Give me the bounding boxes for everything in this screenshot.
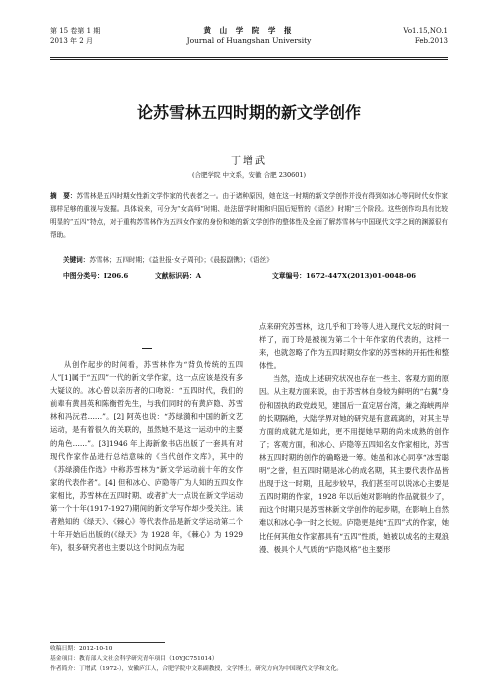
author-bio: 作者简介：丁增武（1972-），安徽庐江人，合肥学院中文系副教授，文学博士，研究方向为中国现代文学和文化。 xyxy=(50,666,343,672)
journal-name-cn: 黄 山 学 院 学 报 xyxy=(203,26,295,35)
keywords-text: 苏雪林；五四时期；《益世报·女子周刊》；《晨报副镌》；《语丝》 xyxy=(89,256,273,264)
issue-date-en: Feb.2013 xyxy=(414,37,448,45)
keywords-label: 关键词： xyxy=(63,256,90,264)
volume-issue-en: Vo1.15,NO.1 xyxy=(403,27,448,35)
paragraph: 从创作起步的时间看，苏雪林作为“背负传统的五四人”[1]属于“五四”一代的新文学作家，这一点应该是没有多大疑议的。冰心曾以亲历者的口吻说：“五四时代，我们的前辈有黄昌英和陈衡哲先生，与我们同时的有黄庐隐、苏雪林和冯沅君……”。[2] 阿英也说：“苏绿漪和中国的新文艺运动，是有着很久的关联的，虽然她不是这一运动中的主要的角色……”。[3]1946 年上海新象书店出版了一套具有对现代作家作品进行总结意味的《当代创作文库》，其中的《苏绿漪佳作选》中称苏雪林为“新文学运动前十年的女作家的代表作者”。[4] 但和冰心、庐隐等广为人知的五四女作家相比，苏雪林在五四时期、或者扩大一点说在新文学运动第一个十年(1917-1927)期间的新文学写作却少受关注。读者熟知的《绿天》、《棘心》等代表作品是新文学运动第二个十年开始后出版的(《绿天》为 1928 年，《棘心》为 1929 年)，很多研究者也主要以这个时间点为起 xyxy=(50,360,243,553)
article-author: 丁增武 xyxy=(231,156,267,167)
section-dash xyxy=(142,348,152,349)
body-column-left xyxy=(50,358,243,554)
abstract-label: 摘 要： xyxy=(50,192,77,200)
paragraph: 当然，造成上述研究状况也存在一些主、客观方面的原因。从主观方面来说，由于苏雪林自身较为鲜明的“右翼”身份和固执的政党歧见，建国后一直定居台湾，兼之海峡两岸的长期隔绝，大陆学界对她的研究是有意疏离的，对其主导方面的成就尤是如此，更不用提她早期的尚未成熟的创作了；客观方面，和冰心、庐隐等五四知名女作家相比，苏雪林五四时期的创作的确略逊一筹。她虽和冰心同享“冰雪聪明”之誉，但五四时期是冰心的成名期，其主要代表作品皆出现于这一时期，且起步较早，我们甚至可以说冰心主要是五四时期的作家，1928 年以后她对影响的作品就很少了，而这个时期只是苏雪林新文学创作的起步期，在影响上自然难以和冰心争一时之长短。庐隐更是纯“五四”式的作家，她比任何其他女作家都具有“五四”性质，她被以成名的主观浪漫、极具个人气质的“庐隐风格”也主要形 xyxy=(259,374,449,554)
abstract xyxy=(50,190,448,242)
header-rule-top xyxy=(50,57,448,58)
header-rule-bottom xyxy=(50,59,448,60)
article-title: 论苏雪林五四时期的新文学创作 xyxy=(136,103,361,122)
journal-name-en: Journal of Huangshan University xyxy=(186,36,312,45)
body-column-right xyxy=(259,320,449,556)
issue-info-en xyxy=(403,26,448,46)
paragraph: 点来研究苏雪林，这几乎和丁玲等人进入现代文坛的时间一样了，而丁玲是被视为第二个十年作家的代表的，这样一来，也就忽略了作为五四时期女作家的苏雪林的开拓性和整体性。 xyxy=(259,322,449,371)
received-date: 收稿日期：2012-10-10 xyxy=(50,646,113,652)
document-code: 文献标识码：A xyxy=(155,272,202,280)
issue-date: 2013 年 2 月 xyxy=(50,37,93,45)
fund-info: 基金项目：教育部人文社会科学研究青年项目（10YJC751014） xyxy=(50,656,218,662)
volume-issue: 第 15 卷第 1 期 xyxy=(50,27,101,35)
author-affiliation: (合肥学院 中文系，安徽 合肥 230601) xyxy=(191,171,307,179)
footnote-rule xyxy=(50,642,165,643)
article-number: 文章编号：1672-447X(2013)01-0048-06 xyxy=(272,272,417,280)
abstract-text: 苏雪林是五四时期女性新文学作家的代表者之一。由于诸种原因，她在这一时期的新文学创作并没有得到如冰心等同时代女作家那样足够的重视与发掘。具体说来，可分为“女高师”时期、赴法留学时期和归国后短暂的《语丝》时期”三个阶段。这些创作均具有比较明显的“五四”特点，对于重构苏雪林作为五四女作家的身份和她的新文学创作的整体性及全面了解苏雪林与中国现代文学之间的渊源很有帮助。 xyxy=(50,192,449,239)
running-header xyxy=(50,26,448,56)
clc-number: 中图分类号：I206.6 xyxy=(63,272,129,280)
journal-name xyxy=(50,26,448,46)
keywords xyxy=(63,254,273,264)
